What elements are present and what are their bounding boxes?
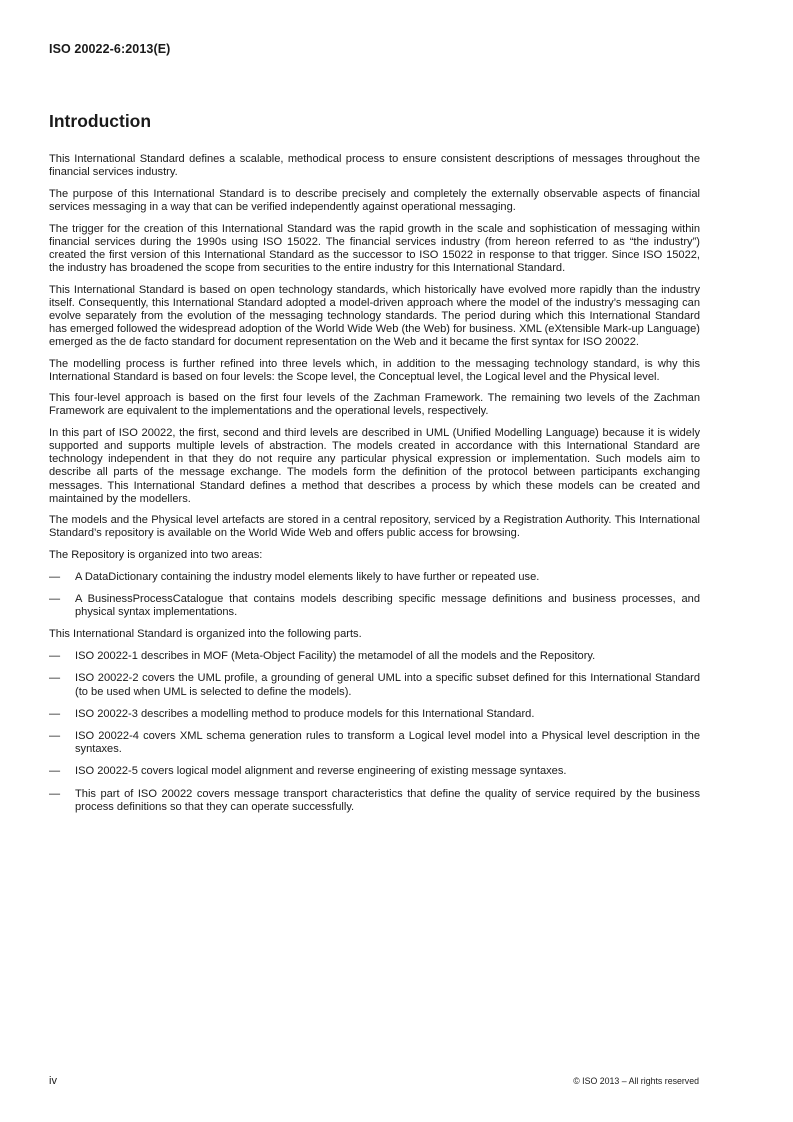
copyright-notice: © ISO 2013 – All rights reserved [573,1076,699,1086]
dash-bullet: — [49,787,61,800]
list-item [49,571,700,584]
document-code: ISO 20022-6:2013(E) [49,42,171,56]
dash-bullet: — [49,672,61,685]
dash-bullet: — [49,650,61,663]
list-item-text: A BusinessProcessCatalogue that contains models describing specific message definitions and business processes, and physical syntax implementations. [75,593,700,619]
list-item-text: This part of ISO 20022 covers message transport characteristics that define the quality of service required by the business process definitions so that they can operate successfully. [75,787,700,813]
paragraph: This International Standard is organized into the following parts. [49,628,362,641]
list-item-text: ISO 20022-4 covers XML schema generation rules to transform a Logical level model into a Physical level description in the syntaxes. [75,730,700,756]
dash-bullet: — [49,593,61,606]
list-item [49,708,700,721]
paragraph: The modelling process is further refined into three levels which, in addition to the messaging technology standard, is why this International Standard is based on four levels: the Scope level, the Conceptual level, the Logical level and the Physical level. [49,357,700,383]
paragraph: This International Standard defines a scalable, methodical process to ensure consistent descriptions of messages throughout the financial services industry. [49,153,700,179]
paragraph: The purpose of this International Standard is to describe precisely and completely the externally observable aspects of financial services messaging in a way that can be verified independently against operational messaging. [49,187,700,213]
paragraph: This four-level approach is based on the first four levels of the Zachman Framework. The remaining two levels of the Zachman Framework are equivalent to the implementations and the operational levels, respectively. [49,392,700,418]
paragraph: In this part of ISO 20022, the first, second and third levels are described in UML (Unified Modelling Language) because it is widely supported and supports multiple levels of abstraction. The models created in accordance with this International Standard are technology independent in that they do not require any particular physical expression or implementation. Such models aim to describe all parts of the message exchange. The models form the definition of the protocol between participants exchanging messages. This International Standard defines a method that describes a process by which these models can be created and maintained by the modellers. [49,427,700,505]
page-title: Introduction [49,111,152,131]
list-item [49,593,700,619]
paragraph: The models and the Physical level artefacts are stored in a central repository, serviced by a Registration Authority. This International Standard’s repository is available on the World Wide Web and offers public access for browsing. [49,514,700,540]
list-item-text: ISO 20022-1 describes in MOF (Meta-Object Facility) the metamodel of all the models and the Repository. [75,650,596,663]
list-item [49,672,700,698]
dash-bullet: — [49,730,61,743]
dash-bullet: — [49,707,61,720]
document-body [49,153,700,823]
list-item [49,730,700,756]
paragraph: The Repository is organized into two areas: [49,549,263,562]
list-item-text: ISO 20022-5 covers logical model alignment and reverse engineering of existing message syntaxes. [75,765,567,778]
list-item [49,765,700,778]
page-number: iv [49,1075,57,1087]
paragraph: The trigger for the creation of this International Standard was the rapid growth in the scale and sophistication of messaging within financial services during the 1990s using ISO 15022. The financial services industry (from hereon referred to as “the industry”) created the first version of this International Standard as the successor to ISO 15022 in response to that trigger. Since ISO 15022, the industry has broadened the scope from securities to the entire industry for this International Standard. [49,222,700,274]
list-item-text: ISO 20022-2 covers the UML profile, a grounding of general UML into a specific subset defined for this International Standard (to be used when UML is selected to define the models). [75,672,700,698]
dash-bullet: — [49,570,61,583]
list-item-text: ISO 20022-3 describes a modelling method to produce models for this International Standard. [75,707,535,720]
paragraph: This International Standard is based on open technology standards, which historically have evolved more rapidly than the industry itself. Consequently, this International Standard adopted a model-driven approach where the model of the industry’s messaging can evolve separately from the evolution of the messaging technology standards. The period during which this International Standard has emerged followed the widespread adoption of the World Wide Web (the Web) for business. XML (eXtensible Mark-up Language) emerged as the de facto standard for document representation on the Web and it became the first syntax for ISO 20022. [49,283,700,348]
list-item [49,650,700,663]
dash-bullet: — [49,765,61,778]
list-item [49,788,700,814]
list-item-text: A DataDictionary containing the industry model elements likely to have further or repeated use. [75,570,540,583]
